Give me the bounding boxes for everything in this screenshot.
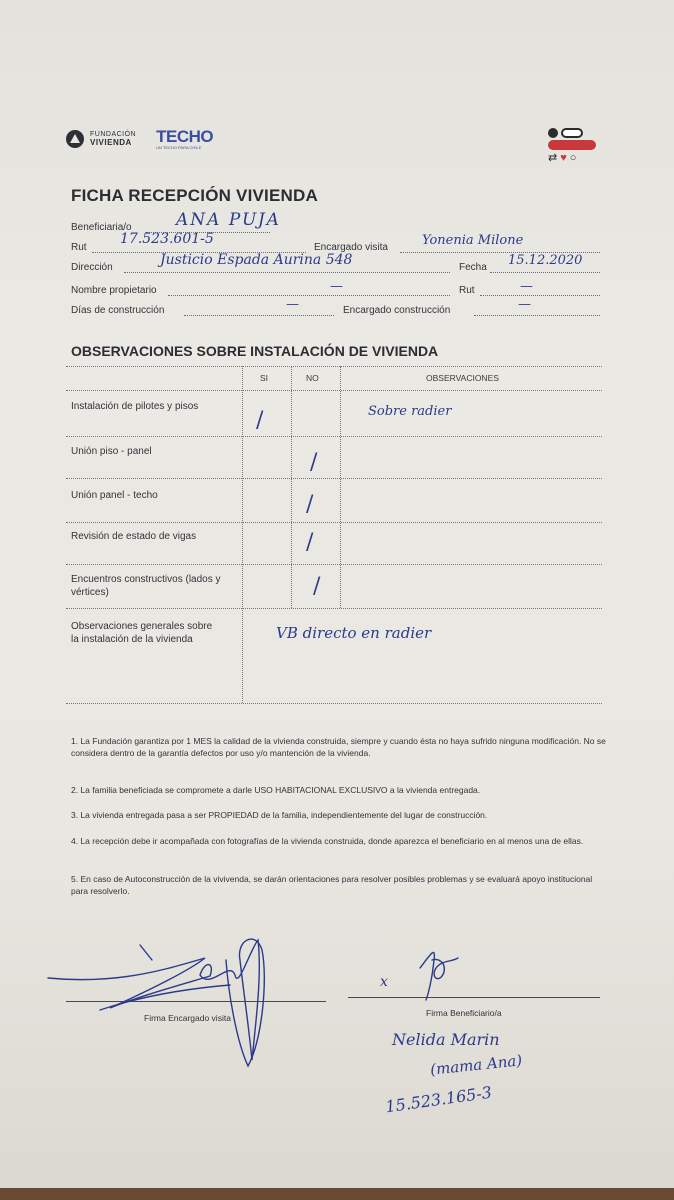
handwritten-relation: (mama Ana) — [429, 1051, 523, 1079]
rut-label: Rut — [71, 242, 87, 253]
beneficiaria-label: Beneficiaria/o — [71, 222, 132, 233]
direccion-label: Dirección — [71, 262, 113, 273]
table-row-label: Unión piso - panel — [71, 446, 152, 457]
table-row-label: Encuentros constructivos (lados y vértices) — [71, 574, 221, 598]
column-header-si: SI — [260, 373, 269, 383]
column-header-no: NO — [306, 373, 319, 383]
table-row-label: Revisión de estado de vigas — [71, 531, 197, 542]
check-mark-si: / — [256, 408, 264, 433]
note-item: 4. La recepción debe ir acompañada con fotografías de la vivienda construida, donde aparezca el beneficiario en al menos una de ellas. — [71, 836, 584, 846]
fecha-value: 15.12.2020 — [508, 253, 583, 268]
signature-stroke — [140, 945, 152, 960]
table-row-label: Instalación de pilotes y pisos — [71, 401, 199, 412]
handwritten-rut: 15.523.165-3 — [384, 1082, 494, 1117]
floor-edge — [0, 1188, 674, 1200]
signature-label-left: Firma Encargado visita — [144, 1013, 231, 1023]
beneficiaria-value: ANA PUJA — [176, 210, 281, 230]
signature-stroke — [48, 939, 264, 1066]
direccion-value: Justicio Espada Aurina 548 — [160, 252, 353, 268]
column-header-observaciones: OBSERVACIONES — [426, 373, 499, 383]
handwritten-name: Nelida Marin — [392, 1030, 500, 1049]
table-row-label: Observaciones generales sobre la instalación de la vivienda — [71, 621, 213, 645]
note-item: 3. La vivienda entregada pasa a ser PROPIEDAD de la familia, independientemente del lugar de construcción. — [71, 810, 488, 820]
encargado-construccion-value: — — [518, 297, 531, 312]
rut2-value: — — [520, 279, 533, 294]
page-title: FICHA RECEPCIÓN VIVIENDA — [71, 186, 318, 205]
fecha-label: Fecha — [459, 262, 487, 273]
note-item: 1. La Fundación garantiza por 1 MES la calidad de la vivienda construida, siempre y cuando ésta no haya sufrido ninguna modificación. No se considera dentro de la garantía defectos por uso y/o mantención de la vivienda. — [71, 736, 606, 758]
fundacion-vivienda-logo-text: FUNDACIÓN VIVIENDA — [90, 131, 137, 147]
heart-icon: ♥ — [560, 152, 567, 164]
signature-x-mark: x — [380, 974, 388, 990]
dias-label: Días de construcción — [71, 305, 165, 316]
observaciones-heading: OBSERVACIONES SOBRE INSTALACIÓN DE VIVIENDA — [71, 343, 439, 359]
signature-stroke — [420, 952, 458, 1000]
encargado-visita-label: Encargado visita — [314, 242, 388, 253]
techo-logo: TECHO UN TECHO PARA CHILE — [156, 127, 214, 150]
rut2-label: Rut — [459, 285, 475, 296]
note-item: 5. En caso de Autoconstrucción de la vivivenda, se darán orientaciones para resolver posibles problemas y se evaluará apoyo institucional para resolverlo. — [71, 874, 593, 896]
check-mark-no: / — [310, 450, 318, 475]
observacion-value: Sobre radier — [368, 404, 452, 419]
dias-value: — — [286, 297, 299, 312]
note-item: 2. La familia beneficiada se compromete a darle USO HABITACIONAL EXCLUSIVO a la vivienda entregada. — [71, 785, 481, 795]
table-row-label: Unión panel - techo — [71, 490, 158, 501]
encargado-construccion-label: Encargado construcción — [343, 305, 451, 316]
observacion-general-value: VB directo en radier — [276, 624, 432, 642]
circle-icon: ○ — [569, 152, 577, 164]
check-mark-no: / — [306, 530, 314, 555]
propietario-value: — — [330, 279, 343, 294]
encargado-visita-value: Yonenia Milone — [422, 233, 524, 248]
signature-label-right: Firma Beneficiario/a — [426, 1008, 502, 1018]
check-mark-no: / — [306, 492, 314, 517]
arrows-icon: ⇄ — [548, 152, 558, 164]
check-mark-no: / — [313, 574, 321, 599]
rut-value: 17.523.601-5 — [120, 231, 214, 247]
propietario-label: Nombre propietario — [71, 285, 157, 296]
